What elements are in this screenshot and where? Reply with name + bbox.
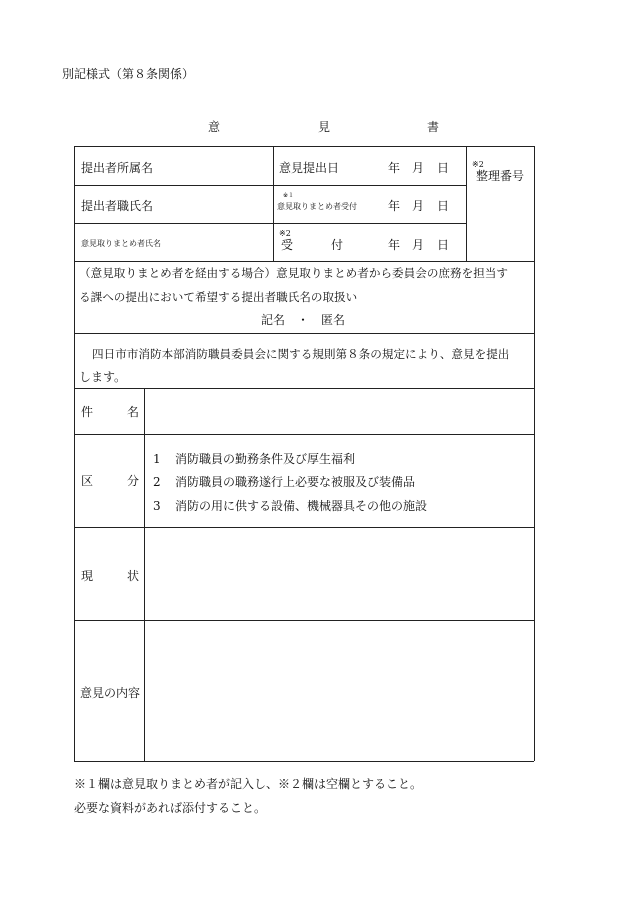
opinion-content-label: 意見の内容: [80, 686, 141, 700]
submission-date-label: 意見提出日: [279, 161, 340, 175]
statement-line-2: します。: [79, 370, 127, 384]
category-num-3: 3: [153, 499, 161, 513]
submitter-affiliation-label: 提出者所属名: [81, 161, 154, 175]
category-text-3: 消防の用に供する設備、機械器具その他の施設: [175, 499, 428, 513]
date-month-1: 月: [412, 161, 425, 175]
handling-options: 記名 ・ 匿名: [261, 313, 346, 327]
status-label-char-2: 状: [127, 569, 140, 583]
handling-line-2: る課への提出において希望する提出者職氏名の取扱い: [79, 290, 358, 304]
statement-line-1: 四日市市消防本部消防職員委員会に関する規則第８条の規定により、意見を提出: [92, 347, 510, 361]
title-char-3: 書: [427, 120, 440, 134]
receipt-char-1: 受: [281, 238, 294, 252]
subject-label-char-2: 名: [127, 405, 140, 419]
footnote-1: ※１欄は意見取りまとめ者が記入し、※２欄は空欄とすること。: [74, 777, 423, 791]
footnote-2: 必要な資料があれば添付すること。: [74, 801, 267, 815]
date-day-3: 日: [437, 238, 450, 252]
receipt-mark: ※2: [279, 229, 291, 238]
date-year-1: 年: [388, 161, 401, 175]
ref-number-label: 整理番号: [476, 169, 525, 183]
category-text-1: 消防職員の勤務条件及び厚生福利: [175, 452, 356, 466]
date-day-1: 日: [437, 161, 450, 175]
title-char-1: 意: [208, 120, 221, 134]
collector-name-label: 意見取りまとめ者氏名: [81, 239, 161, 248]
date-year-2: 年: [388, 199, 401, 213]
title-char-2: 見: [318, 120, 331, 134]
ref-note-mark: ※2: [472, 160, 484, 169]
date-day-2: 日: [437, 199, 450, 213]
category-num-2: 2: [153, 475, 161, 489]
submitter-title-label: 提出者職氏名: [81, 199, 154, 213]
category-num-1: 1: [153, 452, 161, 466]
subject-label-char-1: 件: [81, 405, 94, 419]
collector-receipt-label: 意見取りまとめ者受付: [277, 202, 357, 211]
date-year-3: 年: [388, 238, 401, 252]
collector-receipt-mark: ※１: [283, 192, 295, 199]
handling-line-1: （意見取りまとめ者を経由する場合）意見取りまとめ者から委員会の庶務を担当す: [79, 266, 508, 280]
receipt-char-2: 付: [331, 238, 344, 252]
category-label-char-2: 分: [127, 474, 140, 488]
status-label-char-1: 現: [81, 569, 94, 583]
date-month-3: 月: [412, 238, 425, 252]
date-month-2: 月: [412, 199, 425, 213]
form-label: 別記様式（第８条関係）: [62, 67, 195, 81]
category-label-char-1: 区: [81, 474, 94, 488]
category-text-2: 消防職員の職務遂行上必要な被服及び装備品: [175, 475, 416, 489]
